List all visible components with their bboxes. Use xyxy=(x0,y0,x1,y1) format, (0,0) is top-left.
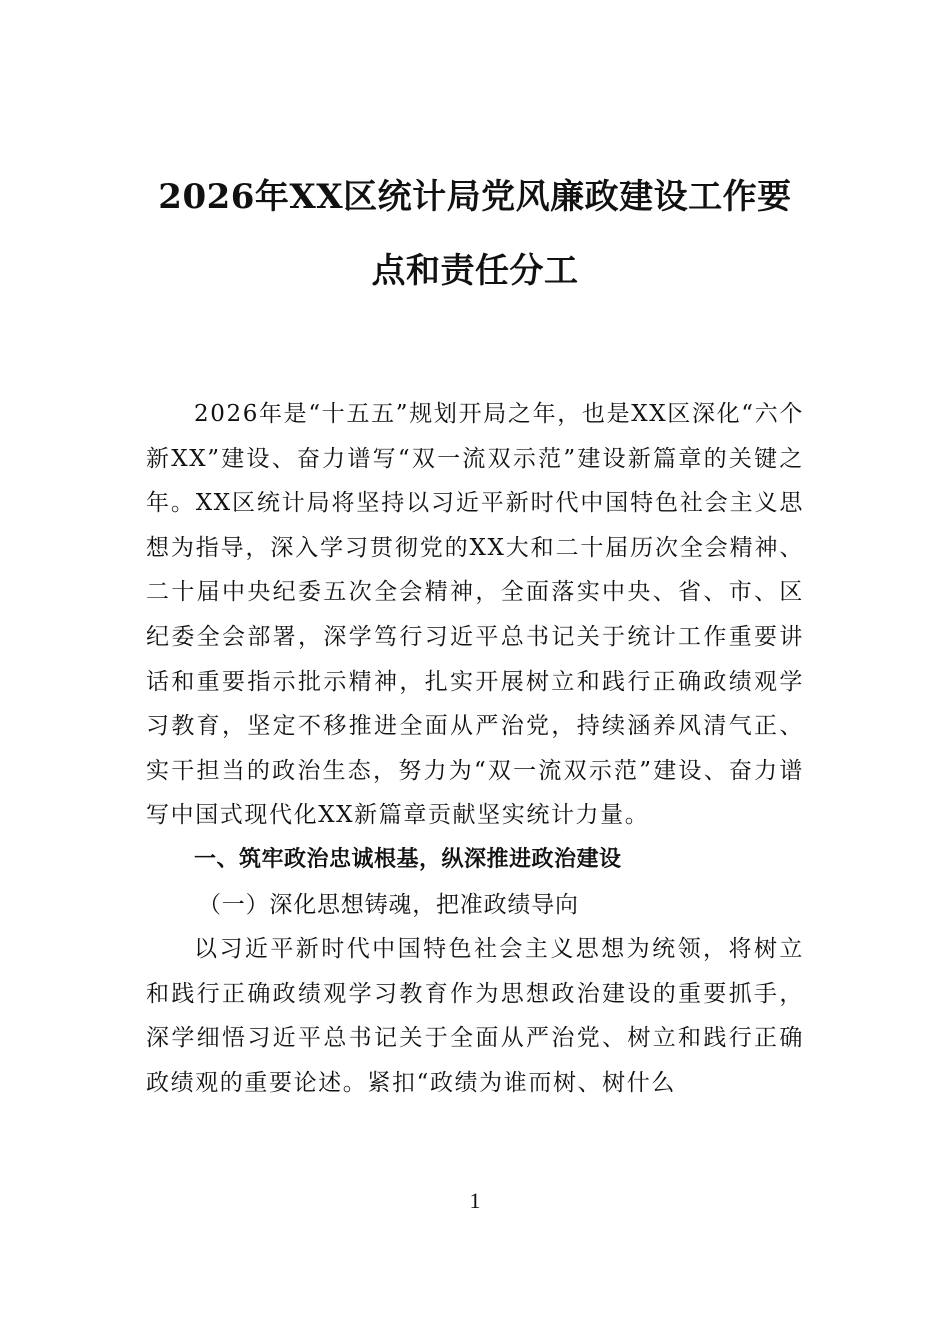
section-heading-1: 一、筑牢政治忠诚根基，纵深推进政治建设 xyxy=(194,846,622,872)
document-body xyxy=(146,392,804,1106)
title-line-1: 2026年XX区统计局党风廉政建设工作要 xyxy=(158,177,792,217)
subsection-heading-1: （一）深化思想铸魂，把准政绩导向 xyxy=(198,891,579,918)
body-paragraph-1: 以习近平新时代中国特色社会主义思想为统领，将树立和践行正确政绩观学习教育作为思想政治建设的重要抓手，深学细悟习近平总书记关于全面从严治党、树立和践行正确政绩观的重要论述。紧扣“政绩为谁而树、树什么 xyxy=(146,936,804,1096)
page-number: 1 xyxy=(469,1188,481,1213)
intro-paragraph: 2026年是“十五五”规划开局之年，也是XX区深化“六个新XX”建设、奋力谱写“双一流双示范”建设新篇章的关键之年。XX区统计局将坚持以习近平新时代中国特色社会主义思想为指导，深入学习贯彻党的XX大和二十届历次全会精神、二十届中央纪委五次全会精神，全面落实中央、省、市、区纪委全会部署，深学笃行习近平总书记关于统计工作重要讲话和重要指示批示精神，扎实开展树立和践行正确政绩观学习教育，坚定不移推进全面从严治党，持续涵养风清气正、实干担当的政治生态，努力为“双一流双示范”建设、奋力谱写中国式现代化XX新篇章贡献坚实统计力量。 xyxy=(146,401,804,829)
title-line-2: 点和责任分工 xyxy=(371,251,579,291)
document-title xyxy=(120,160,830,308)
